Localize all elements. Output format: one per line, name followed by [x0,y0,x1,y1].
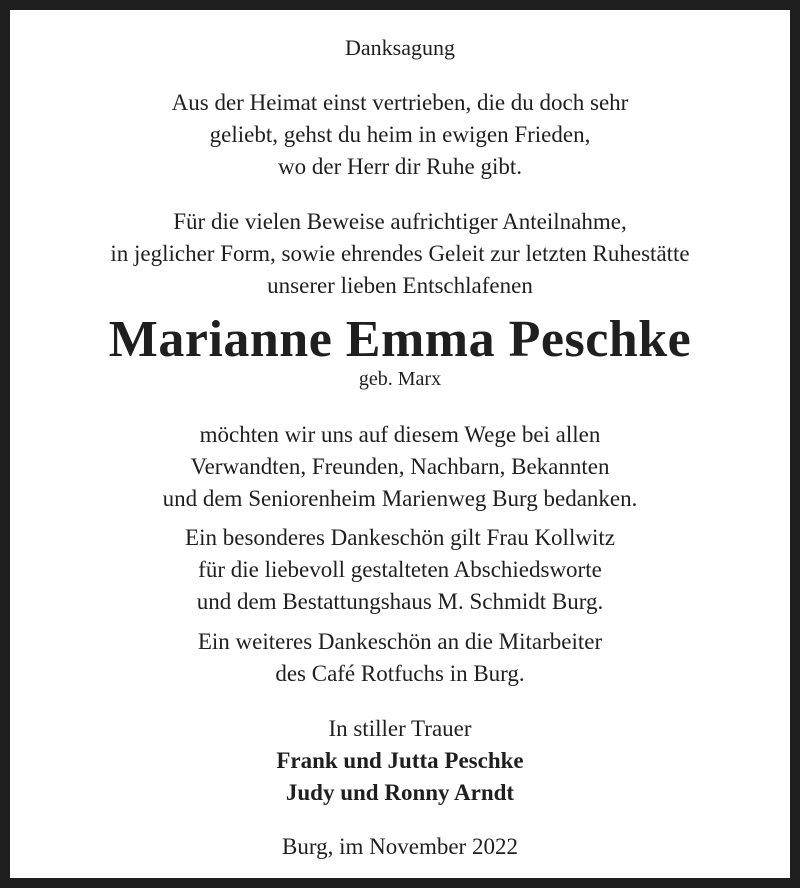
intro-line: in jeglicher Form, sowie ehrendes Geleit zur letzten Ruhestätte [110,241,690,266]
intro-line: unserer lieben Entschlafenen [267,273,533,298]
special-thanks-line: und dem Bestattungshaus M. Schmidt Burg. [196,589,604,614]
notice-heading: Danksagung [345,35,455,60]
poem-line: wo der Herr dir Ruhe gibt. [278,154,522,179]
intro-line: Für die vielen Beweise aufrichtiger Anteilnahme, [173,209,627,234]
further-thanks-line: des Café Rotfuchs in Burg. [275,661,525,686]
maiden-name: geb. Marx [358,368,442,390]
poem-line: Aus der Heimat einst vertrieben, die du doch sehr [171,90,629,115]
special-thanks-line: Ein besonderes Dankeschön gilt Frau Kollwitz [185,525,615,550]
further-thanks-line: Ein weiteres Dankeschön an die Mitarbeiter [197,629,603,654]
thanks-line: Verwandten, Freunden, Nachbarn, Bekannten [190,454,610,479]
mourning-label: In stiller Trauer [328,716,472,741]
place-date: Burg, im November 2022 [282,834,518,859]
poem-line: geliebt, gehst du heim in ewigen Frieden, [209,122,591,147]
deceased-name: Marianne Emma Peschke [108,311,692,368]
special-thanks-line: für die liebevoll gestalteten Abschiedsworte [198,557,602,582]
thanks-line: möchten wir uns auf diesem Wege bei allen [199,422,601,447]
mourner-name: Judy und Ronny Arndt [285,780,515,805]
thanks-line: und dem Seniorenheim Marienweg Burg bedanken. [162,486,638,511]
mourner-name: Frank und Jutta Peschke [276,748,524,773]
